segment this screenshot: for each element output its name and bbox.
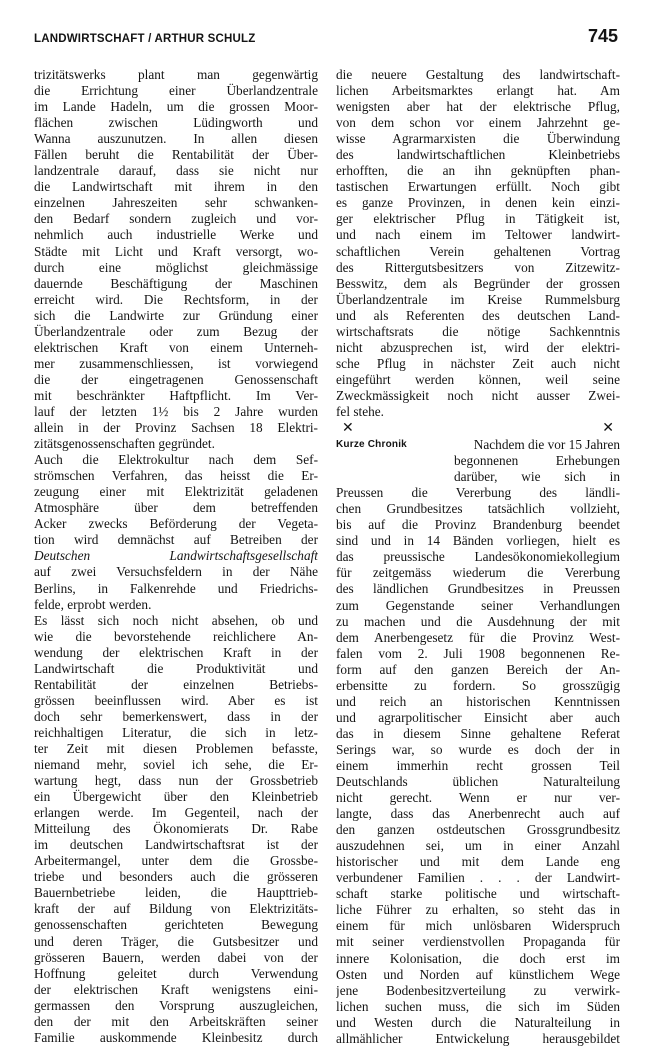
text-line: Zweckmässigkeit noch nicht ausser Zwei- <box>336 387 620 403</box>
text-line: sche Pflug in nächster Zeit auch nicht <box>336 355 620 371</box>
text-line: den der mit den Arbeitskräften seiner <box>34 1013 318 1029</box>
text-line: erreicht wird. Die Rechtsform, in der <box>34 291 318 307</box>
text-line: grössen beeinflussen wird. Aber es ist <box>34 692 318 708</box>
text-line: felde, erprobt werden. <box>34 596 152 612</box>
text-line: nehmlich auch industrielle Werke und <box>34 227 318 243</box>
text-line: ein Übergewicht über den Kleinbetrieb <box>34 789 318 805</box>
text-line: Berlins, in Falkenrehde und Friedrichs- <box>34 580 318 596</box>
text-line: Bauernbetriebe leiden, die Haupttrieb- <box>34 885 318 901</box>
separator-symbol-end: ✕ <box>602 421 614 437</box>
text-line: Serings war, so wurde es doch der in <box>336 741 620 757</box>
text-line: reichhaltigen Literatur, die sich in letz- <box>34 724 318 740</box>
text-line: den Bedarf sondern zugleich und vor- <box>34 211 318 227</box>
text-line: trizitätswerks plant man gegenwärtig <box>34 67 318 82</box>
text-line: Überlandzentrale oder zum Bezug der <box>34 323 318 339</box>
text-line: dauernde Beschäftigung der Maschinen <box>34 275 318 291</box>
text-line: lauf der letzten 1½ bis 2 Jahre wurden <box>34 403 318 419</box>
text-line: flächen zwischen Lüdingworth und <box>34 115 318 131</box>
separator-symbol: ✕ <box>342 421 354 437</box>
text-line: durch eine möglichst gleichmässige <box>34 259 318 275</box>
text-line: tion wird demnächst auf Betreiben der <box>34 532 318 548</box>
right-column-paragraph <box>336 67 620 420</box>
text-line: Rentabilität der einzelnen Betriebs- <box>34 676 318 692</box>
text-line: Überlandzentrale im Kreise Rummelsburg <box>336 291 620 307</box>
text-line: einzelnen Jahreszeiten sehr schwanken- <box>34 195 318 211</box>
text-line: und als Referenten des deutschen Land- <box>336 307 620 323</box>
text-line: lichen Arbeitsmarktes erlangt hat. Am <box>336 83 620 99</box>
text-line: Hoffnung geleitet durch Verwendung <box>34 965 318 981</box>
text-line: Es lässt sich noch nicht absehen, ob und <box>34 612 318 628</box>
text-line: wirtschaftsrats die nötige Sachkenntnis <box>336 323 620 339</box>
text-line: und Westen durch die Naturalteilung in <box>336 1014 620 1030</box>
text-line: Städte mit Licht und Kraft versorgt, wo- <box>34 243 318 259</box>
text-line: falen vom 2. Juli 1908 begonnenen Re- <box>336 645 620 661</box>
chronicle-label: Kurze Chronik <box>336 439 407 451</box>
text-line: und agrarpolitischer Einsicht aber auch <box>336 709 620 725</box>
text-line: kraft der auf Bildung von Elektrizitäts- <box>34 901 318 917</box>
text-line: Deutschen Landwirtschaftsgesellschaft <box>34 548 318 564</box>
text-line: das in diesem Sinne gehaltene Referat <box>336 725 620 741</box>
text-line: Preussen die Vererbung des ländli- <box>336 485 620 501</box>
text-line: tastischen Erwartungen erfüllt. Noch gibt <box>336 179 620 195</box>
text-line: im Lande Hadeln, um die grossen Moor- <box>34 99 318 115</box>
text-line: bis auf die Provinz Brandenburg beendet <box>336 517 620 533</box>
text-line: mer zusammenschliessen, ist vorwiegend <box>34 355 318 371</box>
text-line: wisse Agrarmarxisten die Überwindung <box>336 131 620 147</box>
text-line: ter Zeit mit diesen Problemen befasste, <box>34 740 318 756</box>
section-separator <box>336 420 620 437</box>
text-line: Atmosphäre über dem betreffenden <box>34 500 318 516</box>
text-line: Familie auskommende Kleinbesitz durch <box>34 1029 318 1045</box>
text-line: die Errichtung einer Überlandzentrale <box>34 83 318 99</box>
text-line: dem Anerbengesetz für die Provinz West- <box>336 629 620 645</box>
text-line: mit seiner verdienstvollen Propaganda für <box>336 934 620 950</box>
text-line: im deutschen Landwirtschaftsrat ist der <box>34 837 318 853</box>
text-line: Wanna auszunutzen. In allen diesen <box>34 131 318 147</box>
text-line: die Landwirtschaft mit ihrem in den <box>34 179 318 195</box>
text-line: Besswitz, dem als Begründer der grossen <box>336 275 620 291</box>
text-line: erlangen werde. Im Gegenteil, nach der <box>34 805 318 821</box>
text-line: jene Bodenbesitzverteilung zu verwirk- <box>336 982 620 998</box>
text-line: den ganzen ostdeutschen Grossgrundbesitz <box>336 822 620 838</box>
text-line: des Rittergutsbesitzers von Zitzewitz- <box>336 259 620 275</box>
text-line: für zeitgemäss wiederum die Vererbung <box>336 565 620 581</box>
text-line: allmählicher Entwickelung herausgebildet <box>336 1030 620 1046</box>
text-line: grösseren Bauern, werden dabei von der <box>34 949 318 965</box>
text-line: historischer und mit dem Lande eng <box>336 854 620 870</box>
text-line: lichen suchen muss, die sich im Süden <box>336 998 620 1014</box>
text-line: triebe und besonders auch die grösseren <box>34 869 318 885</box>
text-line: langte, dass das Anerbenrecht auch auf <box>336 806 620 822</box>
text-line: nicht gerecht. Wenn er nur ver- <box>336 790 620 806</box>
text-line: das preussische Landesökonomiekollegium <box>336 549 620 565</box>
text-line: sich die Landwirte zur Gründung einer <box>34 307 318 323</box>
text-line: niemand mehr, soviel ich sehe, die Er- <box>34 757 318 773</box>
text-line: Arbeitermangel, unter dem die Grossbe- <box>34 853 318 869</box>
text-line: zu machen und die Ausdehnung der mit <box>336 613 620 629</box>
text-line: eingeführt werden können, weil seine <box>336 371 620 387</box>
text-line: Osten und Norden auf künstlichem Wege <box>336 966 620 982</box>
text-line: genossenschaften gerichteten Bewegung <box>34 917 318 933</box>
text-line: allein in der Provinz Sachsen 18 Elektri- <box>34 420 318 436</box>
text-line: chen Grundbesitzes tatsächlich vollzieht, <box>336 501 620 517</box>
text-line: form auf den ganzen Bereich der An- <box>336 661 620 677</box>
text-line: landzentrale darauf, dass sie nicht nur <box>34 163 318 179</box>
text-line: einem für mich unlösbaren Widerspruch <box>336 918 620 934</box>
text-line: schaftlichen Verein gehaltenen Vortrag <box>336 243 620 259</box>
text-line: Auch die Elektrokultur nach dem Sef- <box>34 452 318 468</box>
text-line: doch sehr bemerkenswert, dass in der <box>34 708 318 724</box>
running-head-title: LANDWIRTSCHAFT / ARTHUR SCHULZ <box>34 33 256 45</box>
text-line: Fällen beruht die Rentabilität der Über- <box>34 147 318 163</box>
text-line: es ganze Provinzen, in denen kein einzi- <box>336 195 620 211</box>
text-line: von dem schon vor einem Jahrzehnt ge- <box>336 115 620 131</box>
text-line: fel stehe. <box>336 403 384 419</box>
text-line: des ländlichen Grundbesitzes in Preussen <box>336 581 620 597</box>
text-line: innere Kolonisation, die doch erst im <box>336 950 620 966</box>
text-line: auf zwei Versuchsfeldern in der Nähe <box>34 564 318 580</box>
chronicle-first-line: Nachdem die vor 15 Jahren <box>473 437 620 453</box>
page-number: 745 <box>587 26 618 46</box>
text-line: begonnenen Erhebungen <box>454 453 620 469</box>
text-line: Deutschlands üblichen Naturalteilung <box>336 774 620 790</box>
text-line: und deren Träger, die Gutsbesitzer und <box>34 933 318 949</box>
chronicle-section <box>336 437 620 1047</box>
text-line <box>336 437 620 453</box>
text-line: ger elektrischer Pflug in Tätigkeit ist, <box>336 211 620 227</box>
text-line: und nach einem im Teltower landwirt- <box>336 227 620 243</box>
text-line: erbensitte zu fordern. So grosszügig <box>336 677 620 693</box>
text-line: zeugung einer mit Elektrizität geladenen <box>34 484 318 500</box>
text-line: die neuere Gestaltung des landwirtschaft- <box>336 67 620 82</box>
text-line: Mitteilung des Ökonomierats Dr. Rabe <box>34 821 318 837</box>
text-line: darüber, wie sich in <box>454 469 620 485</box>
left-column <box>34 67 318 1046</box>
text-line: elektrischen Kraft von einem Unterneh- <box>34 339 318 355</box>
text-line: des landwirtschaftlichen Kleinbetriebs <box>336 147 620 163</box>
text-line: der elektrischen Kraft wenigstens eini- <box>34 981 318 997</box>
text-line: liche Führer zu erhalten, so steht das in <box>336 902 620 918</box>
text-line: auszudehnen sei, um in einer Anzahl <box>336 838 620 854</box>
running-header <box>34 26 618 54</box>
text-line: strömschen Verfahren, das heisst die Er- <box>34 468 318 484</box>
text-line: wie die bevorstehende reichlichere An- <box>34 628 318 644</box>
text-line: schaft starke politische und wirtschaft- <box>336 886 620 902</box>
text-line: und reich an historischen Kenntnissen <box>336 693 620 709</box>
text-line: wartung hegt, dass nun der Grossbetrieb <box>34 773 318 789</box>
text-line: germassen den Vorsprung auszugleichen, <box>34 997 318 1013</box>
right-column <box>336 67 620 1047</box>
text-line: mit beschränkter Haftpflicht. Im Ver- <box>34 387 318 403</box>
text-line: einem immerhin recht grossen Teil <box>336 757 620 773</box>
text-line: Acker zwecks Beförderung der Vegeta- <box>34 516 318 532</box>
text-line: zum Gegenstande seiner Verhandlungen <box>336 597 620 613</box>
text-line: wendung der elektrischen Kraft in der <box>34 644 318 660</box>
text-line: die der eingetragenen Genossenschaft <box>34 371 318 387</box>
text-line: erhofften, die an ihn geknüpften phan- <box>336 163 620 179</box>
text-line: zitätsgenossenschaften gegründet. <box>34 436 215 452</box>
text-line: sind und in 14 Bänden vorliegen, hielt es <box>336 533 620 549</box>
text-line: nicht abzusprechen ist, wird der elektri- <box>336 339 620 355</box>
text-line: verbundener Familien . . . der Landwirt- <box>336 870 620 886</box>
text-line: Landwirtschaft die Produktivität und <box>34 660 318 676</box>
text-line: wenigsten aber hat der elektrische Pflug, <box>336 99 620 115</box>
